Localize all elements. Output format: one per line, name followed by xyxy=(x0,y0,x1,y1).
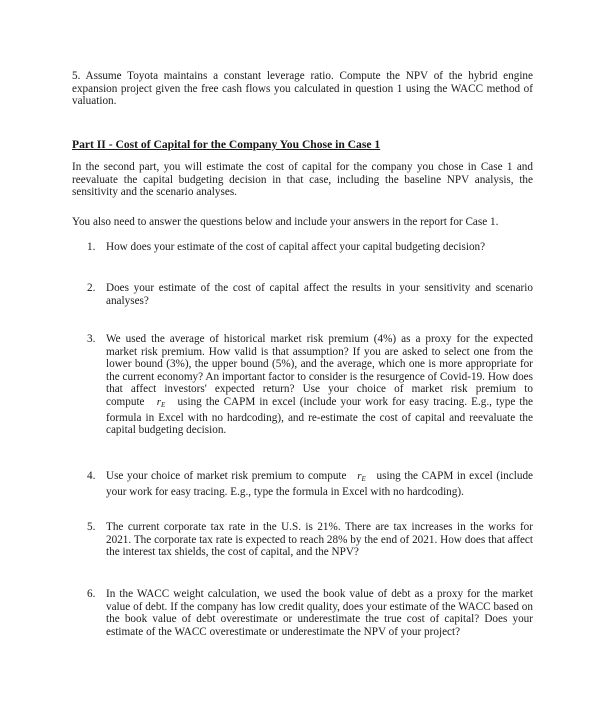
r-e-symbol: $r_E$ xyxy=(357,470,366,483)
question-text-part-b: using the CAPM in excel (include your work for easy tracing. E.g., type the formula in Excel with no hardcoding), and re-estimate the cost of capital and reevaluate the capital budgeting decision. xyxy=(106,395,534,437)
part-2-instruction: You also need to answer the questions below and include your answers in the report for Case 1. xyxy=(72,216,499,228)
question-1 xyxy=(87,241,533,254)
question-text: How does your estimate of the cost of capital affect your capital budgeting decision? xyxy=(106,241,486,253)
part-2-intro: In the second part, you will estimate the cost of capital for the company you chose in Case 1 and reevaluate the capital budgeting decision in that case, including the baseline NPV analysis, the sensitivity and the scenario analyses. xyxy=(72,161,533,199)
question-number: 2. xyxy=(87,282,96,294)
part-2-heading: Part II - Cost of Capital for the Company You Chose in Case 1 xyxy=(72,138,381,151)
question-text: The current corporate tax rate in the U.S. is 21%. There are tax increases in the works for 2021. The corporate tax rate is expected to reach 28% by the end of 2021. How does that affect the interest tax shields, the cost of capital, and the NPV? xyxy=(106,521,533,559)
question-number: 1. xyxy=(87,241,96,253)
question-text-part-a: We used the average of historical market risk premium (4%) as a proxy for the expected market risk premium. How valid is that assumption? If you are asked to select one from the lower bound (3%), the upper bound (5%), and the average, which one is more appropriate for the current economy? An important factor to consider is the resurgence of Covid-19. How does that affect investors' expected return? Use your choice of market risk premium to compute xyxy=(106,333,533,408)
question-number: 5. xyxy=(87,521,96,533)
question-text-part-a: Use your choice of market risk premium to compute xyxy=(106,470,347,482)
r-e-symbol: $r_E$ xyxy=(156,395,166,409)
question-5 xyxy=(87,521,533,559)
question-6 xyxy=(87,588,533,638)
question-number: 3. xyxy=(87,333,96,345)
question-4 xyxy=(87,470,533,498)
question-3 xyxy=(87,333,533,437)
question-text: Does your estimate of the cost of capital affect the results in your sensitivity and scenario analyses? xyxy=(106,282,533,307)
question-2 xyxy=(87,282,533,307)
question-text xyxy=(106,470,533,498)
question-text-part-b: using the CAPM in excel (include your work for easy tracing. E.g., type the formula in Excel with no hardcoding). xyxy=(106,470,533,498)
question-text: In the WACC weight calculation, we used the book value of debt as a proxy for the market value of debt. If the company has low credit quality, does your estimate of the WACC based on the book value of debt overestimate or underestimate the true cost of capital? Does your estimate of the WACC overestimate or underestimate the NPV of your project? xyxy=(106,588,533,638)
question-5-paragraph: 5. Assume Toyota maintains a constant leverage ratio. Compute the NPV of the hybrid engine expansion project given the free cash flows you calculated in question 1 using the WACC method of valuation. xyxy=(72,70,533,108)
question-text xyxy=(106,333,533,437)
question-number: 4. xyxy=(87,470,96,482)
question-number: 6. xyxy=(87,588,96,600)
